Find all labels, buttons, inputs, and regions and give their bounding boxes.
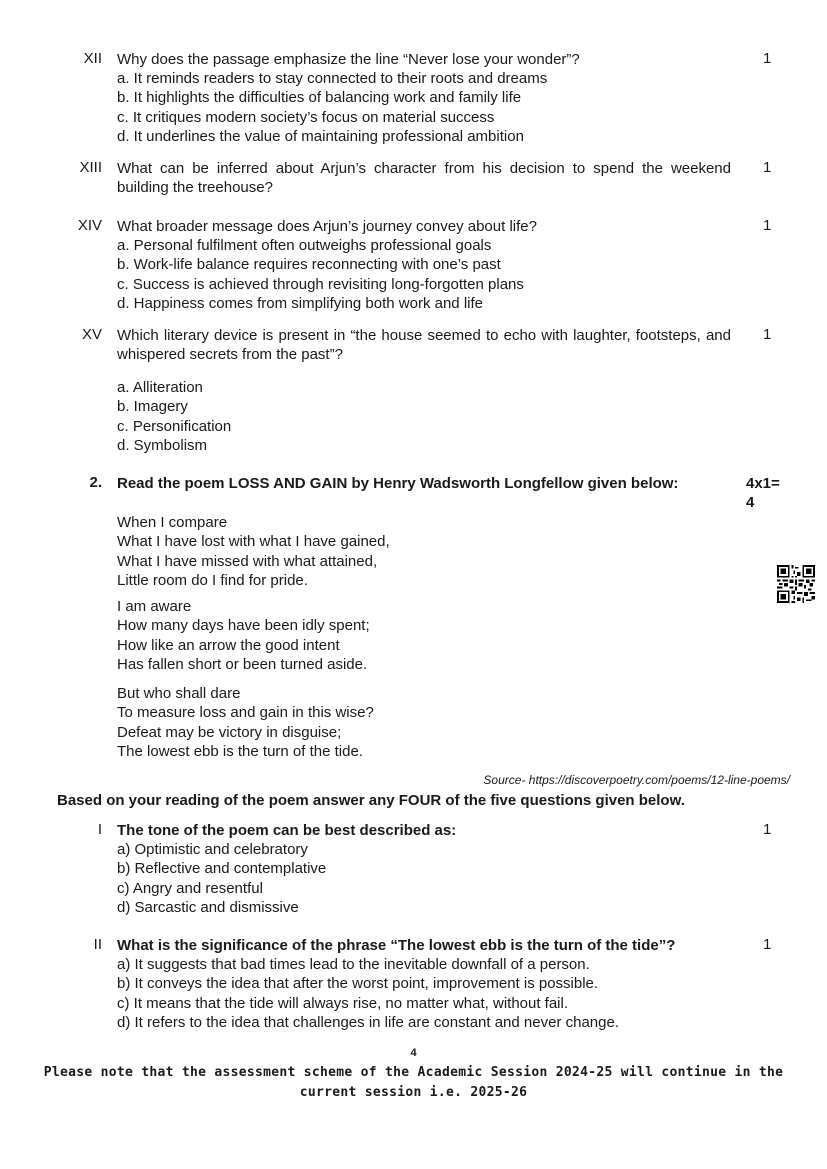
question-stem: What broader message does Arjun’s journey convey about life? xyxy=(117,218,537,235)
poem-line: But who shall dare xyxy=(117,685,241,702)
option: a) Optimistic and celebratory xyxy=(117,841,308,858)
poem-stanza-1 xyxy=(117,513,390,590)
question-stem: What can be inferred about Arjun’s character from his decision to spend the weekend building the treehouse? xyxy=(117,160,731,196)
question-number: II xyxy=(93,936,102,953)
poem-source: Source- https://discoverpoetry.com/poems/12-line-poems/ xyxy=(483,773,790,787)
poem-line: When I compare xyxy=(117,514,228,531)
question-stem: Why does the passage emphasize the line “Never lose your wonder”? xyxy=(117,51,580,68)
section-marks-line1: 4x1= xyxy=(746,475,780,492)
section-marks-line2: 4 xyxy=(746,494,755,511)
footer-line-2: current session i.e. 2025-26 xyxy=(299,1085,528,1100)
poem-line: How many days have been idly spent; xyxy=(117,617,370,635)
option: a) It suggests that bad times lead to the inevitable downfall of a person. xyxy=(117,956,590,973)
option: c. Personification xyxy=(117,417,232,435)
option: d. Happiness comes from simplifying both work and life xyxy=(117,294,483,312)
poem-line: How like an arrow the good intent xyxy=(117,636,340,654)
section-instruction: Based on your reading of the poem answer any FOUR of the five questions given below. xyxy=(57,792,685,809)
option: c) Angry and resentful xyxy=(117,879,263,897)
poem-line: Has fallen short or been turned aside. xyxy=(117,655,368,673)
poem-stanza-3 xyxy=(117,684,374,761)
question-number: XIV xyxy=(77,217,102,234)
option: c) It means that the tide will always rise, no matter what, without fail. xyxy=(117,994,569,1012)
section-marks xyxy=(746,474,780,512)
question-mark: 1 xyxy=(763,217,772,234)
option: d. Symbolism xyxy=(117,436,208,454)
question-mark: 1 xyxy=(763,326,772,343)
section-title: Read the poem LOSS AND GAIN by Henry Wadsworth Longfellow given below: xyxy=(117,475,679,492)
option: c. It critiques modern society’s focus on material success xyxy=(117,108,495,126)
question-stem: Which literary device is present in “the house seemed to echo with laughter, footsteps, and whispered secrets from the past”? xyxy=(117,327,731,363)
question-mark: 1 xyxy=(763,50,772,67)
option: b. It highlights the difficulties of balancing work and family life xyxy=(117,89,522,107)
question-mark: 1 xyxy=(763,821,772,838)
poem-line: What I have missed with what attained, xyxy=(117,552,378,570)
options-list xyxy=(117,236,524,313)
question-number: I xyxy=(97,821,102,838)
option: b. Work-life balance requires reconnecting with one’s past xyxy=(117,256,501,274)
options-list xyxy=(117,955,619,1032)
question-mark: 1 xyxy=(763,159,772,176)
options-list xyxy=(117,378,231,455)
option: d. It underlines the value of maintaining professional ambition xyxy=(117,127,524,145)
options-list xyxy=(117,840,326,917)
option: b) It conveys the idea that after the worst point, improvement is possible. xyxy=(117,975,599,993)
question-number: XIII xyxy=(79,159,102,176)
option: a. Alliteration xyxy=(117,379,203,396)
page-number: 4 xyxy=(410,1047,417,1059)
footer-note xyxy=(40,1063,787,1103)
options-list xyxy=(117,69,547,146)
question-number: XV xyxy=(81,326,102,343)
option: d) It refers to the idea that challenges in life are constant and never change. xyxy=(117,1013,619,1031)
question-number: XII xyxy=(83,50,102,67)
option: a. It reminds readers to stay connected to their roots and dreams xyxy=(117,70,548,87)
qr-code-icon xyxy=(777,565,815,603)
question-stem: What is the significance of the phrase “The lowest ebb is the turn of the tide”? xyxy=(117,937,676,954)
poem-line: The lowest ebb is the turn of the tide. xyxy=(117,742,363,760)
question-mark: 1 xyxy=(763,936,772,953)
option: b) Reflective and contemplative xyxy=(117,860,327,878)
poem-stanza-2 xyxy=(117,597,370,674)
option: a. Personal fulfilment often outweighs professional goals xyxy=(117,237,492,254)
poem-line: What I have lost with what I have gained, xyxy=(117,533,390,551)
poem-line: I am aware xyxy=(117,598,192,615)
option: b. Imagery xyxy=(117,398,188,416)
option: c. Success is achieved through revisiting long-forgotten plans xyxy=(117,275,524,293)
section-number: 2. xyxy=(89,474,102,491)
poem-line: To measure loss and gain in this wise? xyxy=(117,704,374,722)
question-stem: The tone of the poem can be best described as: xyxy=(117,822,457,839)
poem-line: Defeat may be victory in disguise; xyxy=(117,723,342,741)
footer-line-1: Please note that the assessment scheme of the Academic Session 2024-25 will continue in the xyxy=(43,1065,784,1080)
option: d) Sarcastic and dismissive xyxy=(117,898,299,916)
poem-line: Little room do I find for pride. xyxy=(117,571,308,589)
